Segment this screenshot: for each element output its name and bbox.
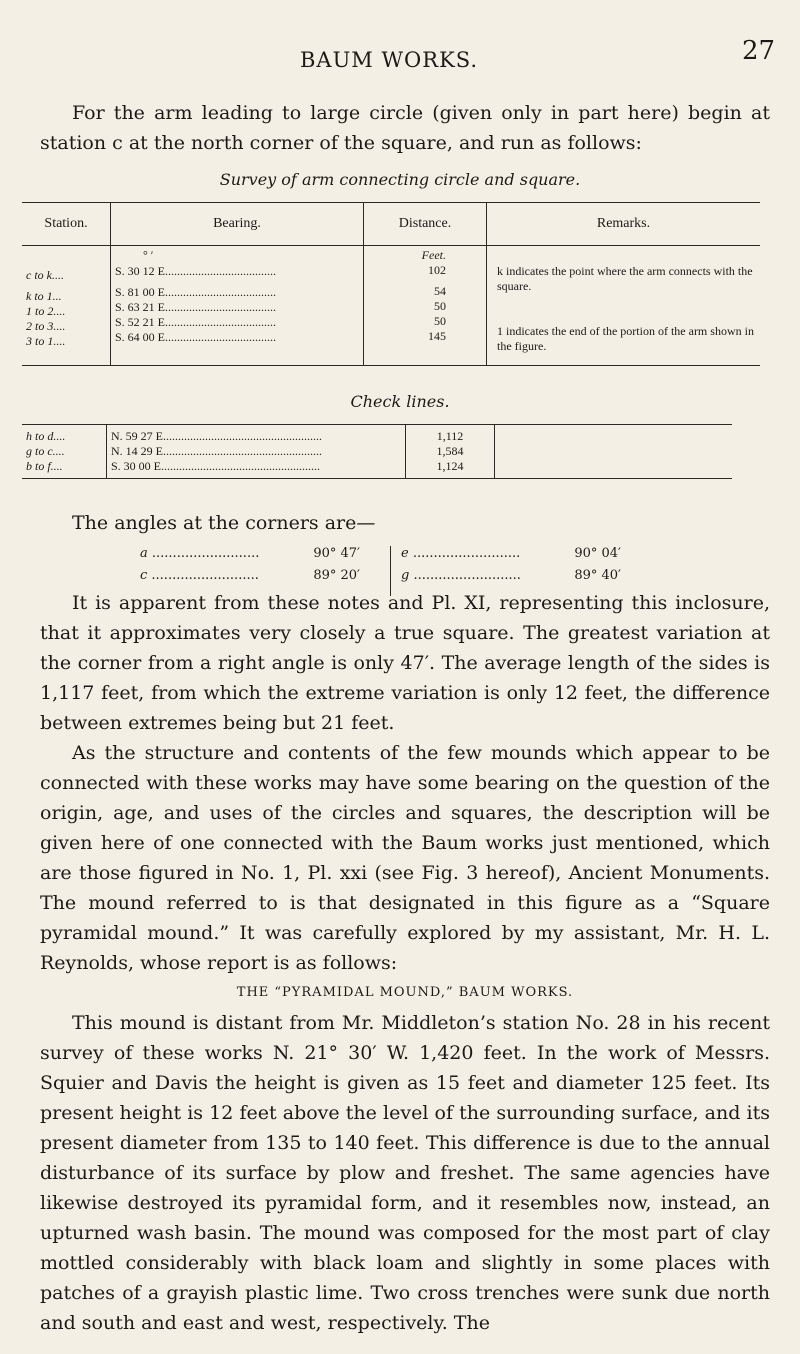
page-number: 27 [742,36,776,66]
bearing-list [107,425,406,479]
col-station: Station. [22,203,111,246]
check-table [22,424,732,479]
table-row: 3 to 1.... [26,334,66,348]
table-row: b to f.... [26,459,63,473]
main-text [40,588,770,1338]
distance-list [364,246,487,366]
section-heading: THE “PYRAMIDAL MOUND,” BAUM WORKS. [236,985,574,1000]
table-row: k to 1... [26,289,62,303]
remark-1: 1 indicates the end of the portion of the arm shown in the figure. [497,324,754,353]
table-cell: S. 81 00 E..................................... [115,285,277,299]
paragraph: This mound is distant from Mr. Middleton’s station No. 28 in his recent survey of these works N. 21° 30′ W. 1,420 feet. In the work of Messrs. Squier and Davis the height is given as 15 feet and diameter 125 feet. Its present height is 12 feet above the level of the surrounding surface, and its present diameter from 135 to 140 feet. This difference is due to the annual disturbance of its surface by plow and freshet. The same agencies have likewise destroyed its pyramidal form, and it resembles now, instead, an upturned wash basin. The mound was composed for the most part of clay mottled considerably with black loam and slightly in some places with patches of a grayish plastic lime. Two cross trenches were sunk due north and south and east and west, respectively. The [40,1012,770,1334]
table-row: h to d.... [26,429,66,443]
table-cell: 1,112 [436,429,464,443]
col-bearing: Bearing. [111,203,364,246]
station-list [22,246,111,366]
check-caption: Check lines. [350,392,450,411]
angle-a: a .......................... 90° 47′ [140,546,360,561]
table-cell: N. 14 29 E..................................................... [111,444,322,458]
angle-e: e .......................... 90° 04′ [401,546,621,561]
table-cell: S. 30 00 E..................................................... [111,459,321,473]
table-cell: S. 63 21 E..................................... [115,300,277,314]
col-distance: Distance. [364,203,487,246]
distance-list [406,425,495,479]
remarks-cell [487,246,761,366]
degree-minute-header: ° ′ [143,248,154,262]
table-cell: S. 52 21 E..................................... [115,315,277,329]
paragraph: It is apparent from these notes and Pl. XI, representing this inclosure, that it approximates very closely a true square. The greatest variation at the corner from a right angle is only 47′. The average length of the sides is 1,117 feet, from which the extreme variation is only 12 feet, the difference between extremes being but 21 feet. [40,592,770,734]
table-cell: 54 [434,284,446,298]
remarks-cell [495,425,733,479]
survey-caption: Survey of arm connecting circle and square. [219,170,581,189]
bearing-list [111,246,364,366]
table-cell: S. 30 12 E..................................... [115,264,277,278]
table-cell: 50 [434,299,446,313]
table-row: 2 to 3.... [26,319,66,333]
paragraph: As the structure and contents of the few mounds which appear to be connected with these works may have some bearing on the question of the origin, age, and uses of the circles and squares, the description will be given here of one connected with the Baum works just mentioned, which are those figured in No. 1, Pl. xxi (see Fig. 3 hereof), Ancient Monuments. The mound referred to is that designated in this figure as a “Square pyramidal mound.” It was carefully explored by my assistant, Mr. H. L. Reynolds, whose report is as follows: [40,742,770,974]
table-row: 1 to 2.... [26,304,66,318]
running-head: BAUM WORKS. [300,48,479,72]
table-cell: 1,584 [436,444,464,458]
survey-table [22,202,760,366]
table-cell: 102 [428,263,446,277]
col-remarks: Remarks. [487,203,761,246]
table-cell: N. 59 27 E..................................................... [111,429,322,443]
page-header [0,18,800,78]
table-cell: 145 [428,329,446,343]
survey-header-row [22,203,760,246]
feet-label: Feet. [421,248,446,262]
table-row: g to c.... [26,444,65,458]
station-list [22,425,107,479]
angle-c: c .......................... 89° 20′ [140,568,360,583]
table-row: c to k.... [26,268,64,282]
table-cell: S. 64 00 E..................................... [115,330,277,344]
survey-body-row [22,246,760,366]
table-cell: 1,124 [436,459,464,473]
intro-paragraph: For the arm leading to large circle (given only in part here) begin at station c at the north corner of the square, and run as follows: [40,102,770,154]
remark-k: k indicates the point where the arm connects with the square. [497,264,753,293]
angles-intro: The angles at the corners are— [72,512,376,534]
table-cell: 50 [434,314,446,328]
angle-g: g .......................... 89° 40′ [401,568,621,583]
